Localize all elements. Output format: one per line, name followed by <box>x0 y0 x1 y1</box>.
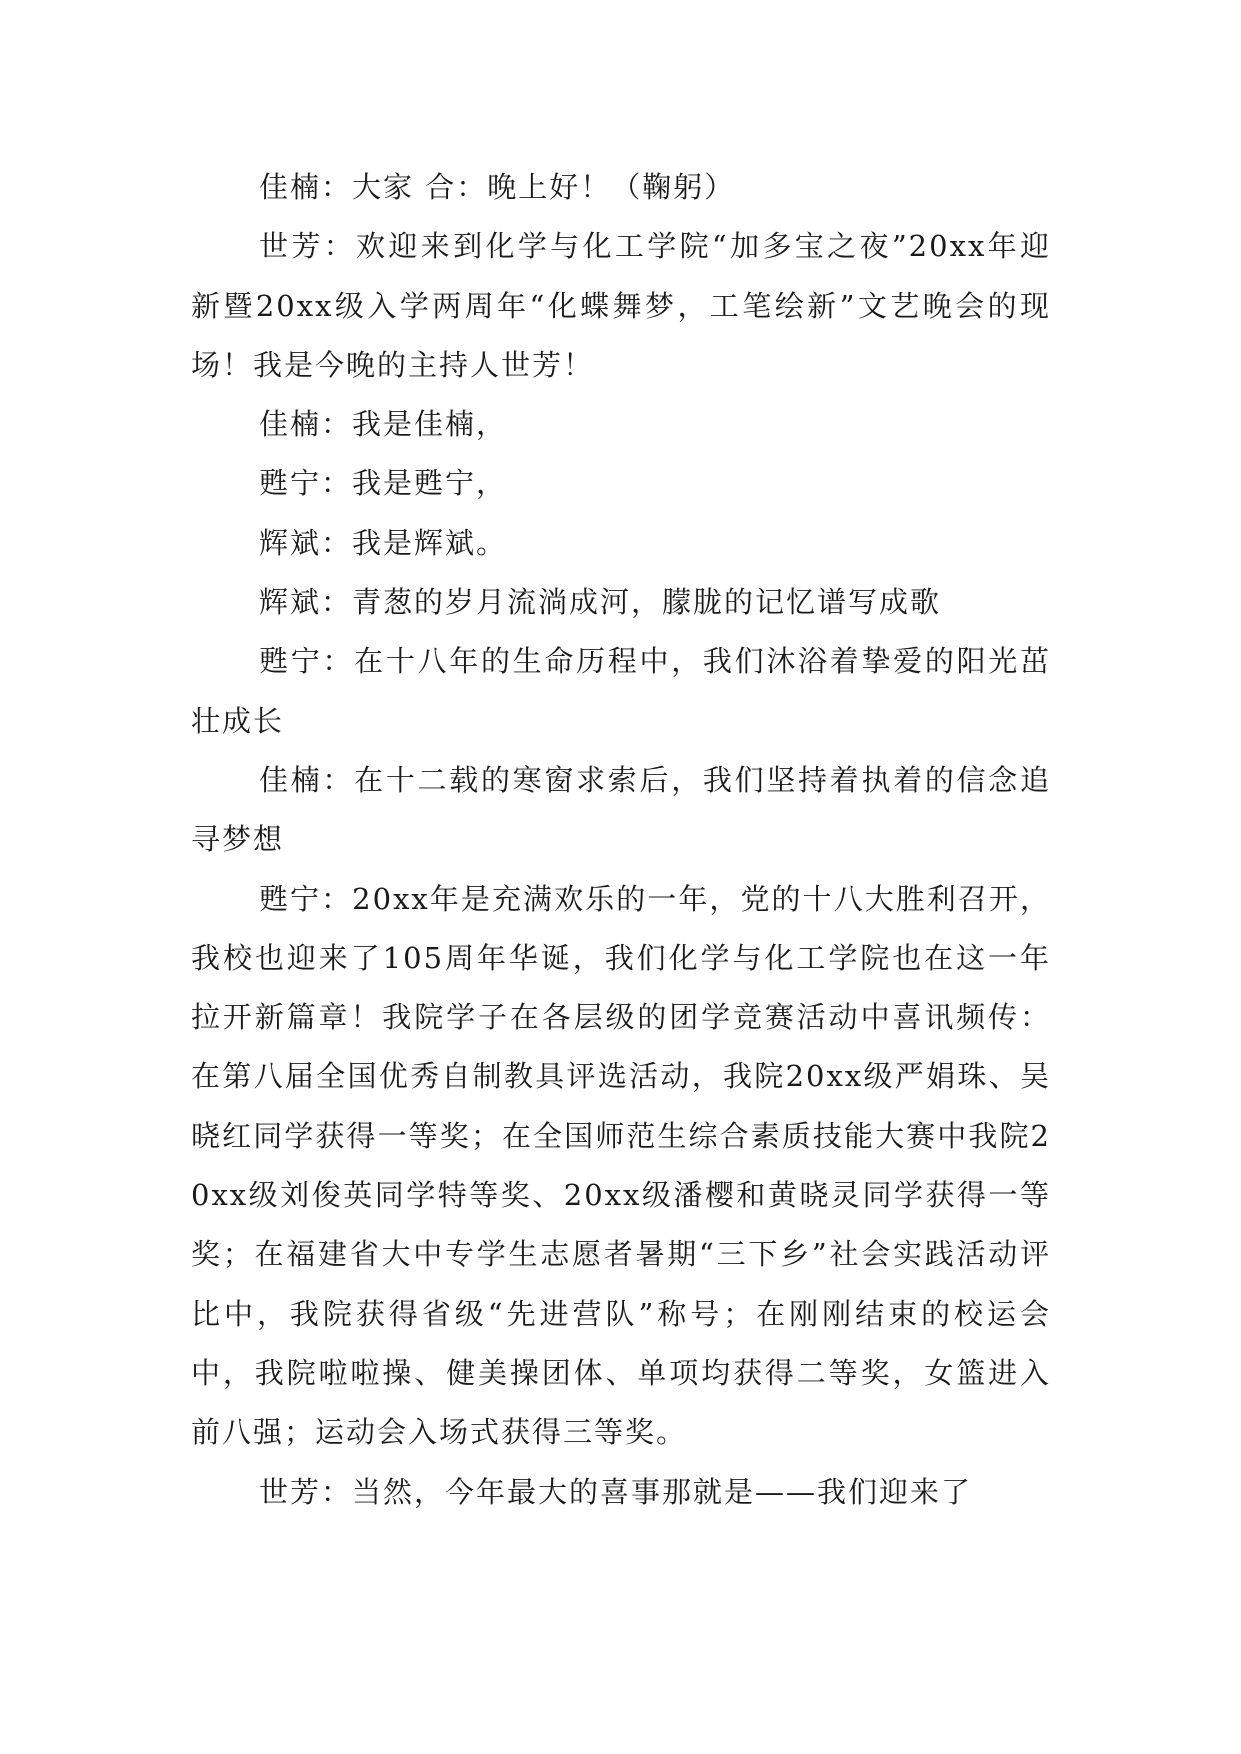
paragraph-greeting: 佳楠：大家 合：晚上好！（鞠躬） <box>259 170 736 204</box>
paragraph-welcome: 世芳：欢迎来到化学与化工学院“加多宝之夜”20xx年迎新暨20xx级入学两周年“化蝶舞梦，工笔绘新”文艺晚会的现场！我是今晚的主持人世芳！ <box>191 229 1051 382</box>
paragraph-shifang-closing: 世芳：当然，今年最大的喜事那就是——我们迎来了 <box>259 1474 973 1509</box>
paragraph-intro-suning: 甦宁：我是甦宁， <box>259 466 508 501</box>
paragraph-intro-jianan: 佳楠：我是佳楠， <box>259 407 508 442</box>
paragraph-intro-huibin: 辉斌：我是辉斌。 <box>259 525 508 560</box>
paragraph-achievements: 甦宁：20xx年是充满欢乐的一年，党的十八大胜利召开，我校也迎来了105周年华诞，我们化学与化工学院也在这一年拉开新篇章！我院学子在各层级的团学竞赛活动中喜讯频传：在第八届全国优秀自制教具评选活动，我院20xx级严娟珠、吴晓红同学获得一等奖；在全国师范生综合素质技能大赛中我院20xx级刘俊英同学特等奖、20xx级潘樱和黄晓灵同学获得一等奖；在福建省大中专学生志愿者暑期“三下乡”社会实践活动评比中，我院获得省级“先进营队”称号；在刚刚结束的校运会中，我院啦啦操、健美操团体、单项均获得二等奖，女篮进入前八强；运动会入场式获得三等奖。 <box>191 881 1051 1450</box>
paragraph-huibin-line: 辉斌：青葱的岁月流淌成河，朦胧的记忆谱写成歌 <box>259 585 942 620</box>
paragraph-jianan-line: 佳楠：在十二载的寒窗求索后，我们坚持着执着的信念追寻梦想 <box>191 762 1051 857</box>
paragraph-suning-line: 甦宁：在十八年的生命历程中，我们沐浴着挚爱的阳光茁壮成长 <box>191 644 1051 738</box>
document-body <box>191 158 1051 1522</box>
